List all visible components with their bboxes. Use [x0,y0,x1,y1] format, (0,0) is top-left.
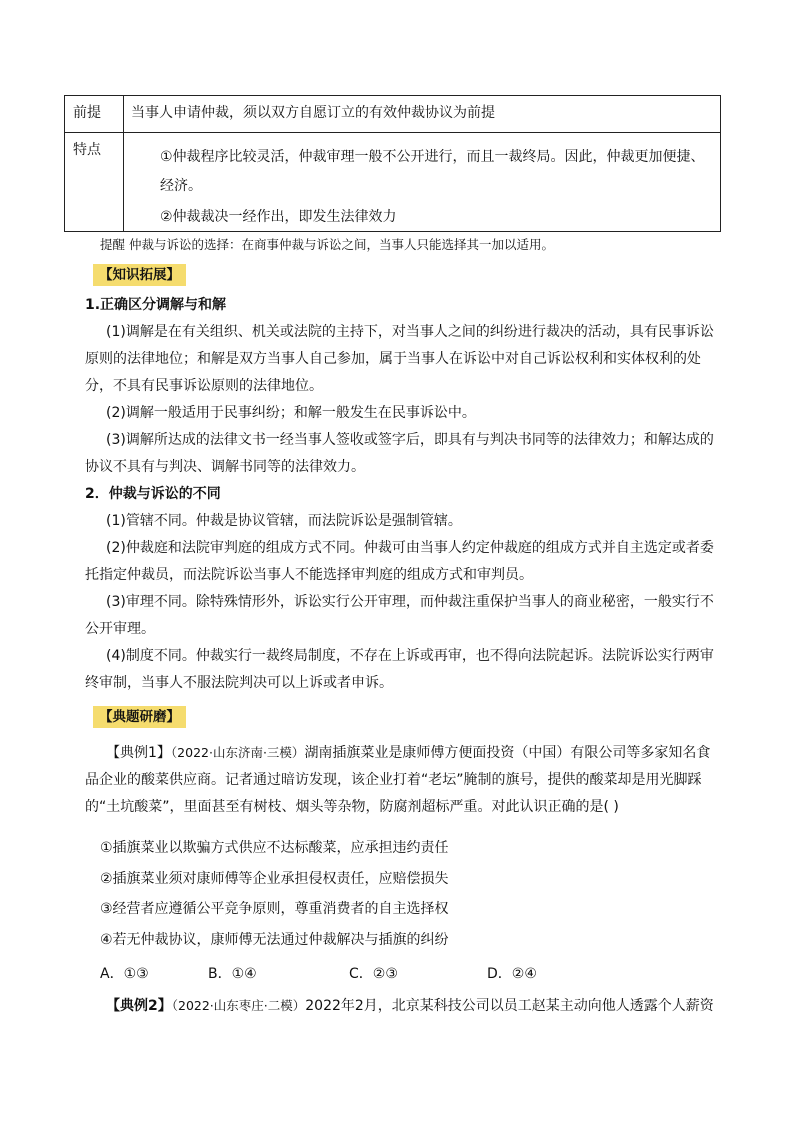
section-arbitration-vs-litigation [85,481,721,697]
row-text-premise: 当事人申请仲裁，须以双方自愿订立的有效仲裁协议为前提 [124,96,721,133]
section-item: (3)审理不同。除特殊情形外，诉讼实行公开审理，而仲裁注重保护当事人的商业秘密，一般实行不公开审理。 [85,594,714,637]
row-text-features [124,133,721,232]
example-source: （2022·山东枣庄·二模） [171,998,306,1013]
row-label-features: 特点 [65,133,124,232]
table-row [65,133,721,232]
example-2 [85,992,721,1020]
example-text: 2022年2月，北京某科技公司以员工赵某主动向他人透露个人薪资 [305,998,714,1014]
table-row [65,96,721,133]
arbitration-table [64,95,721,232]
statement-item: ④若无仲裁协议，康师傅无法通过仲裁解决与插旗的纠纷 [100,931,449,948]
feature-point-1: ①仲裁程序比较灵活，仲裁审理一般不公开进行，而且一裁终局。因此，仲裁更加便捷、经济。 [160,149,705,194]
knowledge-expansion-tag: 【知识拓展】 [93,264,186,286]
statement-item: ①插旗菜业以欺骗方式供应不达标酸菜，应承担违约责任 [100,840,449,856]
example-2-stem [85,992,721,1020]
section-item: (2)仲裁庭和法院审判庭的组成方式不同。仲裁可由当事人约定仲裁庭的组成方式并自主选定或者委托指定仲裁员，而法院诉讼当事人不能选择审判庭的组成方式和审判员。 [85,540,714,583]
row-label-premise: 前提 [65,96,124,133]
example-source: （2022·山东济南·三模） [170,745,305,760]
practice-tag: 【典题研磨】 [93,706,186,728]
statement-item: ②插旗菜业须对康师傅等企业承担侵权责任，应赔偿损失 [100,870,449,887]
statement-item: ③经营者应遵循公平竞争原则，尊重消费者的自主选择权 [100,901,449,917]
option-d[interactable]: D．②④ [487,966,537,982]
feature-point-2: ②仲裁裁决一经作出，即发生法律效力 [160,209,397,225]
section-item: (1)管辖不同。仲裁是协议管辖，而法院诉讼是强制管辖。 [106,513,462,529]
option-b[interactable]: B．①④ [208,966,257,982]
section-item: (3)调解所达成的法律文书一经当事人签收或签字后，即具有与判决书同等的法律效力；和解达成的协议不具有与判决、调解书同等的法律效力。 [85,432,714,475]
section-heading: 1.正确区分调解与和解 [85,297,227,313]
example-1 [85,739,721,821]
example-1-stem [85,739,721,821]
option-a[interactable]: A．①③ [100,966,149,982]
option-c[interactable]: C．②③ [349,966,398,982]
section-item: (2)调解一般适用于民事纠纷；和解一般发生在民事诉讼中。 [106,405,476,421]
section-item: (1)调解是在有关组织、机关或法院的主持下，对当事人之间的纠纷进行裁决的活动，具有民事诉讼原则的法律地位；和解是双方当事人自己参加，属于当事人在诉讼中对自己诉讼权利和实体权利的处分，不具有民事诉讼原则的法律地位。 [85,324,714,394]
answer-options [100,963,537,983]
example-label: 【典例1】 [106,745,171,761]
example-text: 湖南插旗菜业是康师傅方便面投资（中国）有限公司等多家知名食品企业的酸菜供应商。记者通过暗访发现，该企业打着“老坛”腌制的旗号，提供的酸菜却是用光脚踩的“土坑酸菜”，里面甚至有树枝、烟头等杂物，防腐剂超标严重。对此认识正确的是( ) [85,745,711,815]
example-label: 【典例2】 [106,998,172,1014]
section-mediation [85,292,721,481]
reminder-note: 提醒 仲裁与诉讼的选择：在商事仲裁与诉讼之间，当事人只能选择其一加以适用。 [100,237,554,252]
section-heading: 2．仲裁与诉讼的不同 [85,486,221,502]
section-item: (4)制度不同。仲裁实行一裁终局制度，不存在上诉或再审，也不得向法院起诉。法院诉讼实行两审终审制，当事人不服法院判决可以上诉或者申诉。 [85,648,714,691]
example-1-statements [100,833,736,955]
